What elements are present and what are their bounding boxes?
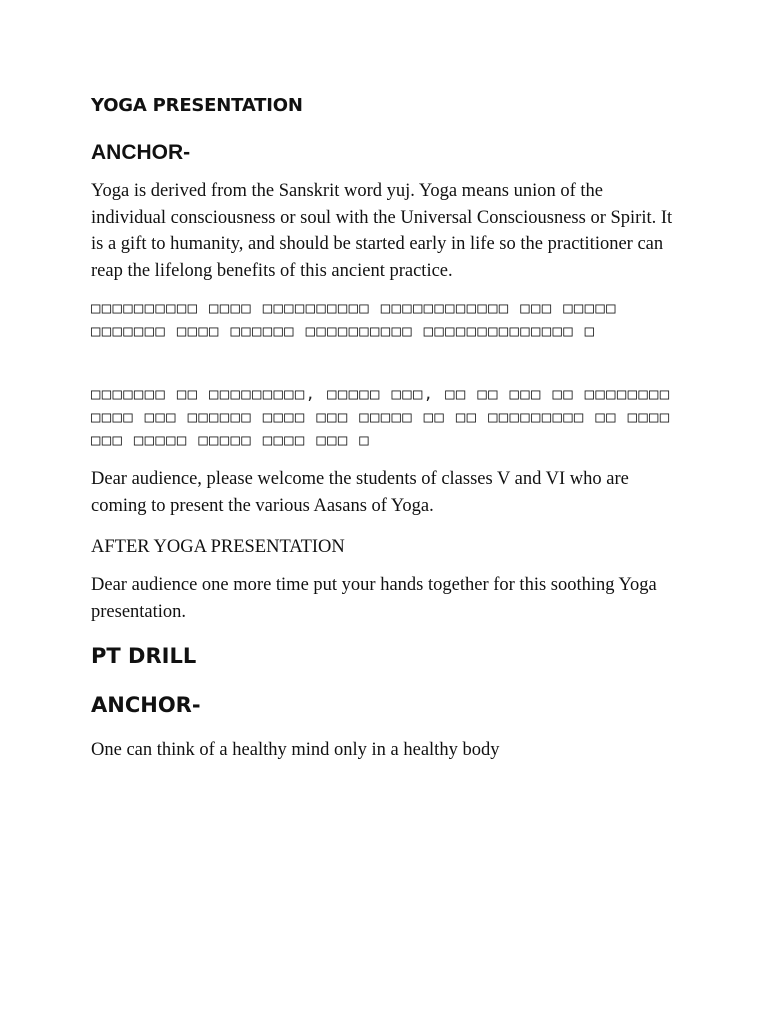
hindi-paragraph: □□□□□□□□□□ □□□□ □□□□□□□□□□ □□□□□□□□□□□□ □□□ □□□□□ □□□□□□□ □□□□ □□□□□□ □□□□□□□□□□ □□□□□□□□□□□□□□ □ <box>91 299 628 340</box>
anchor-heading: ANCHOR- <box>91 693 201 717</box>
document-title: YOGA PRESENTATION <box>91 95 303 116</box>
after-presentation-heading: AFTER YOGA PRESENTATION <box>91 537 345 557</box>
anchor-heading: ANCHOR- <box>91 141 191 164</box>
pt-drill-heading: PT DRILL <box>91 644 197 668</box>
closing-paragraph: Dear audience one more time put your hands together for this soothing Yoga presentation. <box>91 575 657 622</box>
pt-paragraph: One can think of a healthy mind only in a healthy body <box>91 740 500 760</box>
welcome-paragraph: Dear audience, please welcome the students of classes V and VI who are coming to present the various Aasans of Yoga. <box>91 469 629 516</box>
intro-paragraph: Yoga is derived from the Sanskrit word yuj. Yoga means union of the individual consciousness or soul with the Universal Consciousness or Spirit. It is a gift to humanity, and should be started early in life so the practitioner can reap the lifelong benefits of this ancient practice. <box>91 181 673 281</box>
hindi-paragraph: □□□□□□□ □□ □□□□□□□□□, □□□□□ □□□, □□ □□ □□□ □□ □□□□□□□□ □□□□ □□□ □□□□□□ □□□□ □□□ □□□□□ □□ □□ □□□□□□□□□ □□ □□□□ □□□ □□□□□ □□□□□ □□□□ □□□ □ <box>91 385 682 449</box>
